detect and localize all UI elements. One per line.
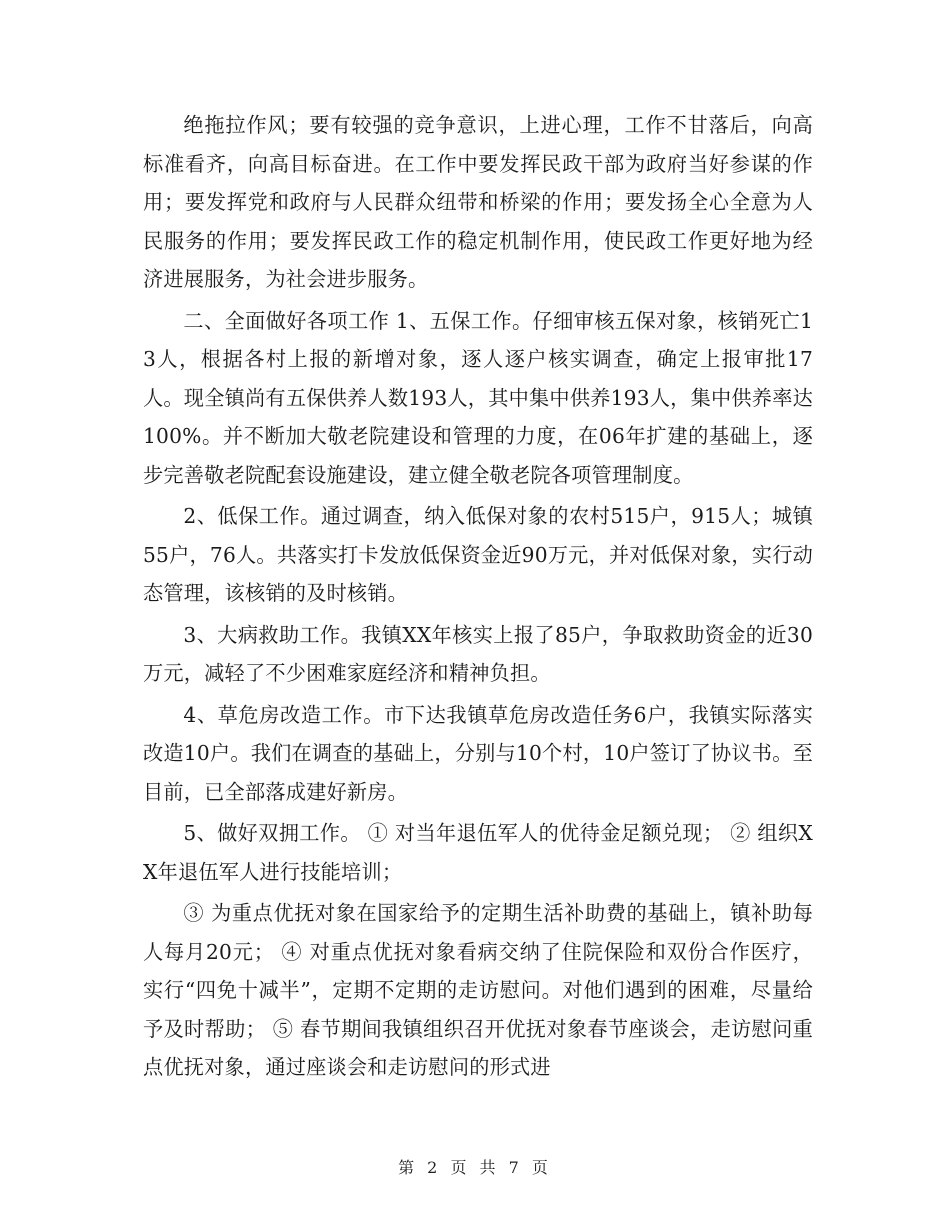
document-body — [143, 106, 813, 1090]
paragraph-section-two-wubao: 二、全面做好各项工作 1、五保工作。仔细审核五保对象，核销死亡13人，根据各村上报的新增对象，逐人逐户核实调查，确定上报审批17人。现全镇尚有五保供养人数193人，其中集中供养193人，集中供养率达100%。并不断加大敬老院建设和管理的力度，在06年扩建的基础上，逐步完善敬老院配套设施建设，建立健全敬老院各项管理制度。 — [143, 308, 813, 487]
page-number-footer: 第 2 页 共 7 页 — [398, 1158, 552, 1177]
paragraph-dabing-jiuzhu: 3、大病救助工作。我镇XX年核实上报了85户，争取救助资金的近30万元，减轻了不少困难家庭经济和精神负担。 — [143, 622, 813, 685]
paragraph-dibao: 2、低保工作。通过调查，纳入低保对象的农村515户，915人；城镇55户，76人。共落实打卡发放低保资金近90万元，并对低保对象，实行动态管理，该核销的及时核销。 — [143, 504, 813, 605]
paragraph-youfu-measures: ③ 为重点优抚对象在国家给予的定期生活补助费的基础上，镇补助每人每月20元； ④ 对重点优抚对象看病交纳了住院保险和双份合作医疗，实行“四免十减半”，定期不定期的走访慰问。对他们遇到的困难，尽量给予及时帮助； ⑤ 春节期间我镇组织召开优抚对象春节座谈会，走访慰问重点优抚对象，通过座谈会和走访慰问的形式进 — [143, 901, 813, 1079]
paragraph-shuangyong: 5、做好双拥工作。 ① 对当年退伍军人的优待金足额兑现； ② 组织XX年退伍军人进行技能培训； — [143, 821, 813, 884]
paragraph-caoweifang-gaizao: 4、草危房改造工作。市下达我镇草危房改造任务6户，我镇实际落实改造10户。我们在调查的基础上，分别与10个村，10户签订了协议书。至目前，已全部落成建好新房。 — [143, 702, 813, 804]
paragraph-continuation: 绝拖拉作风；要有较强的竞争意识，上进心理，工作不甘落后，向高标准看齐，向高目标奋进。在工作中要发挥民政干部为政府当好参谋的作用；要发挥党和政府与人民群众纽带和桥梁的作用；要发扬全心全意为人民服务的作用；要发挥民政工作的稳定机制作用，使民政工作更好地为经济进展服务，为社会进步服务。 — [143, 113, 813, 291]
